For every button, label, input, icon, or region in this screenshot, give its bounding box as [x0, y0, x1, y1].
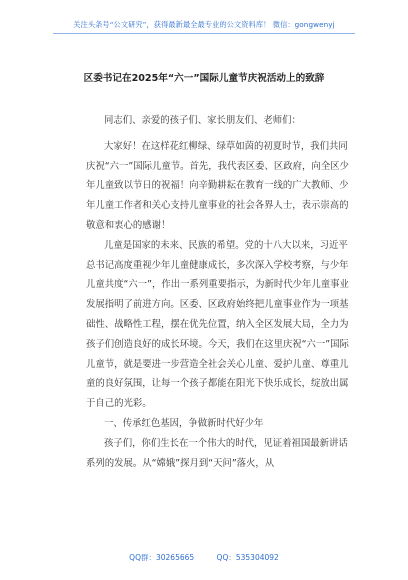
- document-title: 区委书记在2025年“六一”国际儿童节庆祝活动上的致辞: [83, 73, 325, 84]
- qq-group: QQ群：30265665: [129, 553, 195, 562]
- promo-header: 关注头条号“公文研究”，获得最新最全最专业的公文资料库！ 微信：gongwenyj: [73, 20, 335, 29]
- document-body: [86, 111, 350, 473]
- paragraph-children-future: 儿童是国家的未来、民族的希望。党的十八大以来，习近平总书记高度重视少年儿童健康成长，多次深入学校考察，与少年儿童共度“六一”，作出一系列重要指示，为新时代少年儿童事业发展指明了前进方向。区委、区政府始终把儿童事业作为一项基础性、战略性工程，摆在优先位置，纳入全区发展大局，全力为孩子们创造良好的成长环境。今天，我们在这里庆祝“六一”国际儿童节，就是要进一步营造全社会关心儿童、爱护儿童、尊重儿童的良好氛围，让每一个孩子都能在阳光下快乐成长，绽放出属于自己的光彩。: [86, 239, 349, 410]
- footer-contact: [0, 552, 408, 563]
- salutation: 同志们、亲爱的孩子们、家长朋友们、老师们：: [104, 115, 301, 126]
- paragraph-greeting: 大家好！在这样花红柳绿、绿草如茵的初夏时节，我们共同庆祝“六一”国际儿童节。首先，我代表区委、区政府，向全区少年儿童致以节日的祝福！向辛勤耕耘在教育一线的广大教师、少年儿童工作者和关心支持儿童事业的社会各界人士，表示崇高的敬意和衷心的感谢！: [86, 140, 349, 231]
- header-divider: [53, 33, 355, 34]
- qq-number: QQ：535304092: [216, 553, 279, 562]
- section-heading-1: 一、传承红色基因，争做新时代好少年: [104, 417, 264, 429]
- paragraph-new-era: 孩子们，你们生长在一个伟大的时代，见证着祖国最新讲话系列的发展。从“嫦娥”探月到“天问”落火，从: [86, 437, 348, 469]
